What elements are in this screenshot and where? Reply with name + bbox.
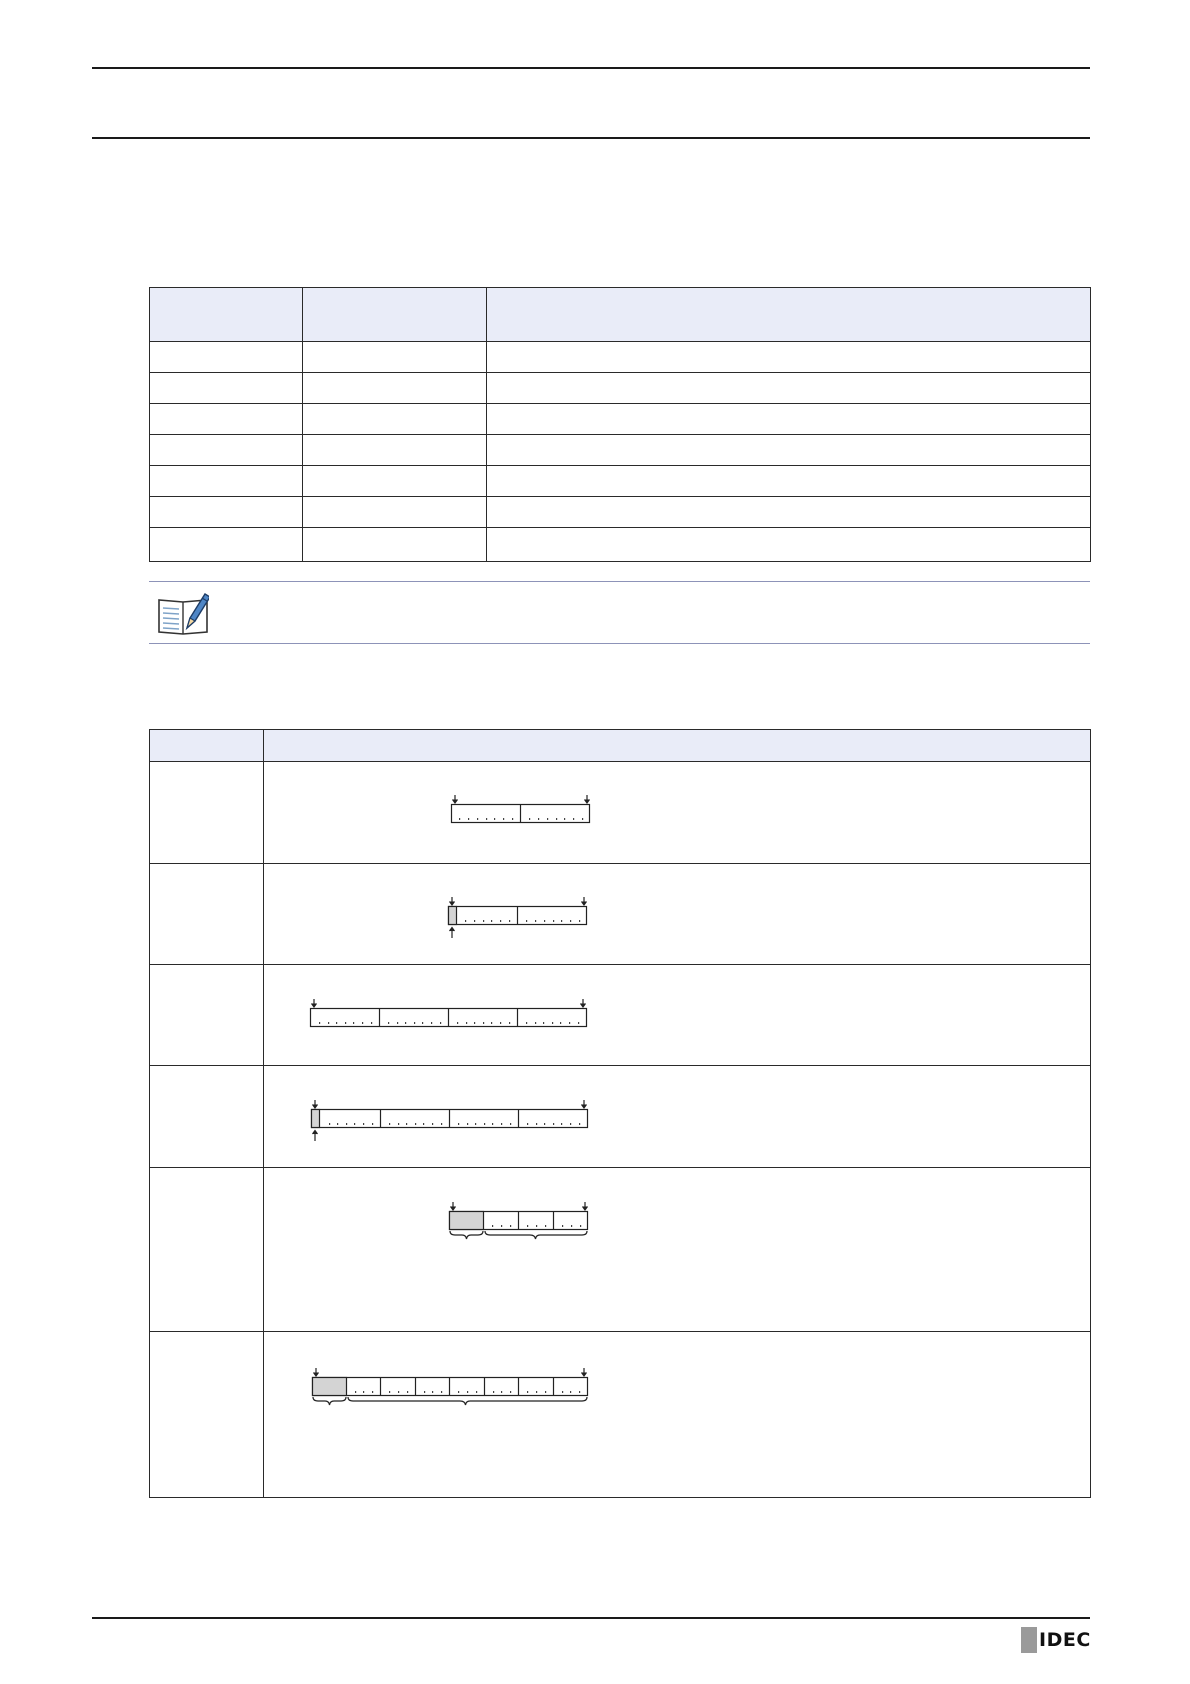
table-1-header-cell [303, 288, 487, 342]
table-row [150, 373, 1091, 404]
table-1-header-cell [487, 288, 1091, 342]
table-row [150, 466, 1091, 497]
table-row [150, 1066, 1091, 1168]
table-2-header-row [150, 730, 1091, 762]
idec-logo [1021, 1627, 1091, 1653]
table-row [150, 1168, 1091, 1332]
table-row [150, 762, 1091, 864]
note-pencil-icon [157, 588, 209, 636]
footer-rule [92, 1617, 1090, 1619]
table-2-header-cell [150, 730, 264, 762]
table-row [150, 404, 1091, 435]
table-1-header-row [150, 288, 1091, 342]
table-1-header-cell [150, 288, 303, 342]
note-block [149, 581, 1090, 644]
bit-diagram-16-signed [448, 895, 590, 939]
table-row [150, 864, 1091, 965]
bit-diagram-32 [310, 997, 590, 1027]
logo-text: IDEC [1039, 1629, 1091, 1651]
table-2-header-cell [264, 730, 1091, 762]
table-row [150, 342, 1091, 373]
table-1 [149, 287, 1091, 562]
table-2 [149, 729, 1091, 1498]
bit-diagram-32-signed [311, 1098, 591, 1142]
table-row [150, 497, 1091, 528]
bit-diagram-16 [451, 793, 593, 823]
logo-bar [1021, 1627, 1037, 1653]
bcd-diagram-32 [312, 1366, 592, 1408]
bcd-diagram-16 [449, 1200, 591, 1242]
table-row [150, 528, 1091, 562]
table-row [150, 1332, 1091, 1498]
header-bottom-rule [92, 137, 1090, 139]
table-row [150, 435, 1091, 466]
header-top-rule [92, 67, 1090, 69]
table-row [150, 965, 1091, 1066]
